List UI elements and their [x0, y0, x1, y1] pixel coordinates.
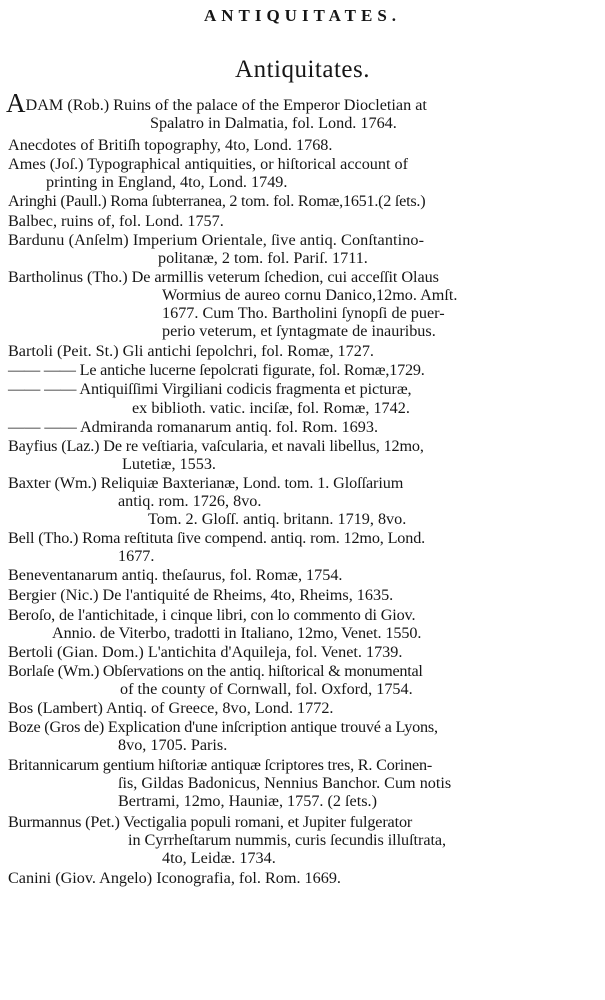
- catalog-entry: [0, 268, 605, 340]
- entry-continuation-line: antiq. rom. 1726, 8vo.: [118, 491, 262, 510]
- entry-first-line: Bardunu (Anſelm) Imperium Orientale, ſive antiq. Conſtantino-: [8, 230, 425, 249]
- catalog-entry: [0, 756, 605, 810]
- entry-first-line: —— —— Admiranda romanarum antiq. fol. Rom. 1693.: [8, 417, 379, 436]
- entry-first-line: Anecdotes of Britiſh topography, 4to, Lond. 1768.: [8, 136, 333, 155]
- entry-continuation-line: of the county of Cornwall, fol. Oxford, 1754.: [120, 679, 413, 698]
- catalog-entry: [0, 718, 605, 754]
- section-title: Antiquitates.: [235, 56, 370, 83]
- entry-first-line: Baxter (Wm.) Reliquiæ Baxterianæ, Lond. tom. 1. Gloſſarium: [8, 473, 404, 492]
- entry-continuation-line: Wormius de aureo cornu Danico,12mo. Amſt.: [162, 285, 458, 304]
- entry-first-line: Aringhi (Paull.) Roma ſubterranea, 2 tom. fol. Romæ,1651.(2 ſets.): [8, 192, 426, 211]
- entry-continuation-line: 8vo, 1705. Paris.: [118, 736, 228, 755]
- catalog-entry: [0, 643, 605, 661]
- entry-first-line: Boze (Gros de) Explication d'une inſcription antique trouvé a Lyons,: [8, 718, 438, 737]
- entry-first-line: Burmannus (Pet.) Vectigalia populi romani, et Jupiter fulgerator: [8, 812, 413, 831]
- entry-text: DAM (Rob.) Ruins of the palace of the Emperor Diocletian at: [25, 96, 427, 114]
- entry-first-line: Bartholinus (Tho.) De armillis veterum ſchedion, cui acceſſit Olaus: [8, 267, 439, 286]
- entry-first-line: Borlaſe (Wm.) Obſervations on the antiq. hiſtorical & monumental: [8, 661, 423, 680]
- entry-continuation-line: printing in England, 4to, Lond. 1749.: [46, 173, 288, 192]
- drop-cap: A: [6, 88, 26, 118]
- entry-continuation-line: politanæ, 2 tom. fol. Pariſ. 1711.: [158, 248, 368, 267]
- catalog-entry: [0, 606, 605, 642]
- entry-first-line: Balbec, ruins of, fol. Lond. 1757.: [8, 211, 224, 230]
- entry-first-line: Bartoli (Peit. St.) Gli antichi ſepolchri, fol. Romæ, 1727.: [8, 342, 374, 361]
- entry-first-line: Canini (Giov. Angelo) Iconografia, fol. Rom. 1669.: [8, 868, 341, 887]
- entry-first-line: Bayfius (Laz.) De re veſtiaria, vaſcularia, et navali libellus, 12mo,: [8, 436, 424, 455]
- entry-continuation-line: ſis, Gildas Badonicus, Nennius Banchor. Cum notis: [118, 774, 452, 793]
- catalog-entry: [0, 869, 605, 887]
- catalog-entry: [0, 529, 605, 565]
- entry-continuation-line: 1677.: [118, 547, 155, 566]
- running-head: ANTIQUITATES.: [203, 6, 402, 25]
- entry-continuation-line: Spalatro in Dalmatia, fol. Lond. 1764.: [150, 114, 397, 133]
- entry-first-line: Beneventanarum antiq. theſaurus, fol. Romæ, 1754.: [8, 566, 343, 585]
- entry-continuation-line: in Cyrrheſtarum nummis, curis ſecundis illuſtrata,: [128, 830, 447, 849]
- catalog-entry: [0, 813, 605, 867]
- entry-first-line: Bell (Tho.) Roma reſtituta ſive compend. antiq. rom. 12mo, Lond.: [8, 529, 426, 548]
- catalog-entry: [0, 437, 605, 473]
- catalog-entry: [0, 662, 605, 698]
- entry-continuation-line: 1677. Cum Tho. Bartholini ſynopſi de puer-: [162, 304, 445, 323]
- catalog-entry: [0, 136, 605, 154]
- entry-first-line: Bertoli (Gian. Dom.) L'antichita d'Aquileja, fol. Venet. 1739.: [8, 642, 403, 661]
- catalog-entry: [0, 474, 605, 528]
- entry-first-line: Bos (Lambert) Antiq. of Greece, 8vo, Lond. 1772.: [8, 699, 334, 717]
- catalog-entries: [0, 88, 605, 887]
- entry-continuation-line: perio veterum, et ſyntagmate de inauribus.: [162, 322, 436, 341]
- entry-first-line: —— —— Antiquiſſimi Virgiliani codicis fragmenta et picturæ,: [8, 380, 412, 399]
- catalog-entry: [0, 699, 605, 717]
- entry-first-line: Bergier (Nic.) De l'antiquité de Rheims, 4to, Rheims, 1635.: [8, 586, 394, 605]
- catalog-entry: [0, 361, 605, 379]
- catalog-entry: [0, 418, 605, 436]
- entry-continuation-line: Lutetiæ, 1553.: [122, 454, 216, 473]
- catalog-entry: [0, 231, 605, 267]
- entry-first-line: [0, 88, 605, 118]
- catalog-entry: [0, 212, 605, 230]
- entry-continuation-line: ex biblioth. vatic. inciſæ, fol. Romæ, 1742.: [132, 398, 410, 417]
- entry-first-line: Britannicarum gentium hiſtoriæ antiquæ ſcriptores tres, R. Corinen-: [8, 756, 433, 775]
- entry-first-line: —— —— Le antiche lucerne ſepolcrati figurate, fol. Romæ,1729.: [8, 361, 425, 380]
- catalog-entry: [0, 192, 605, 210]
- catalog-entry: [0, 88, 605, 133]
- catalog-entry: [0, 155, 605, 191]
- entry-continuation-line: Annio. de Viterbo, tradotti in Italiano, 12mo, Venet. 1550.: [52, 623, 422, 642]
- entry-first-line: Beroſo, de l'antichitade, i cinque libri, con lo commento di Giov.: [8, 605, 416, 624]
- catalog-entry: [0, 566, 605, 584]
- entry-continuation-line: 4to, Leidæ. 1734.: [162, 848, 276, 867]
- catalog-entry: [0, 586, 605, 604]
- catalog-entry: [0, 380, 605, 416]
- entry-continuation-line: Bertrami, 12mo, Hauniæ, 1757. (2 ſets.): [118, 792, 377, 811]
- entry-continuation-line: Tom. 2. Gloſſ. antiq. britann. 1719, 8vo.: [148, 510, 407, 529]
- entry-first-line: Ames (Joſ.) Typographical antiquities, or hiſtorical account of: [8, 155, 408, 174]
- catalog-entry: [0, 342, 605, 360]
